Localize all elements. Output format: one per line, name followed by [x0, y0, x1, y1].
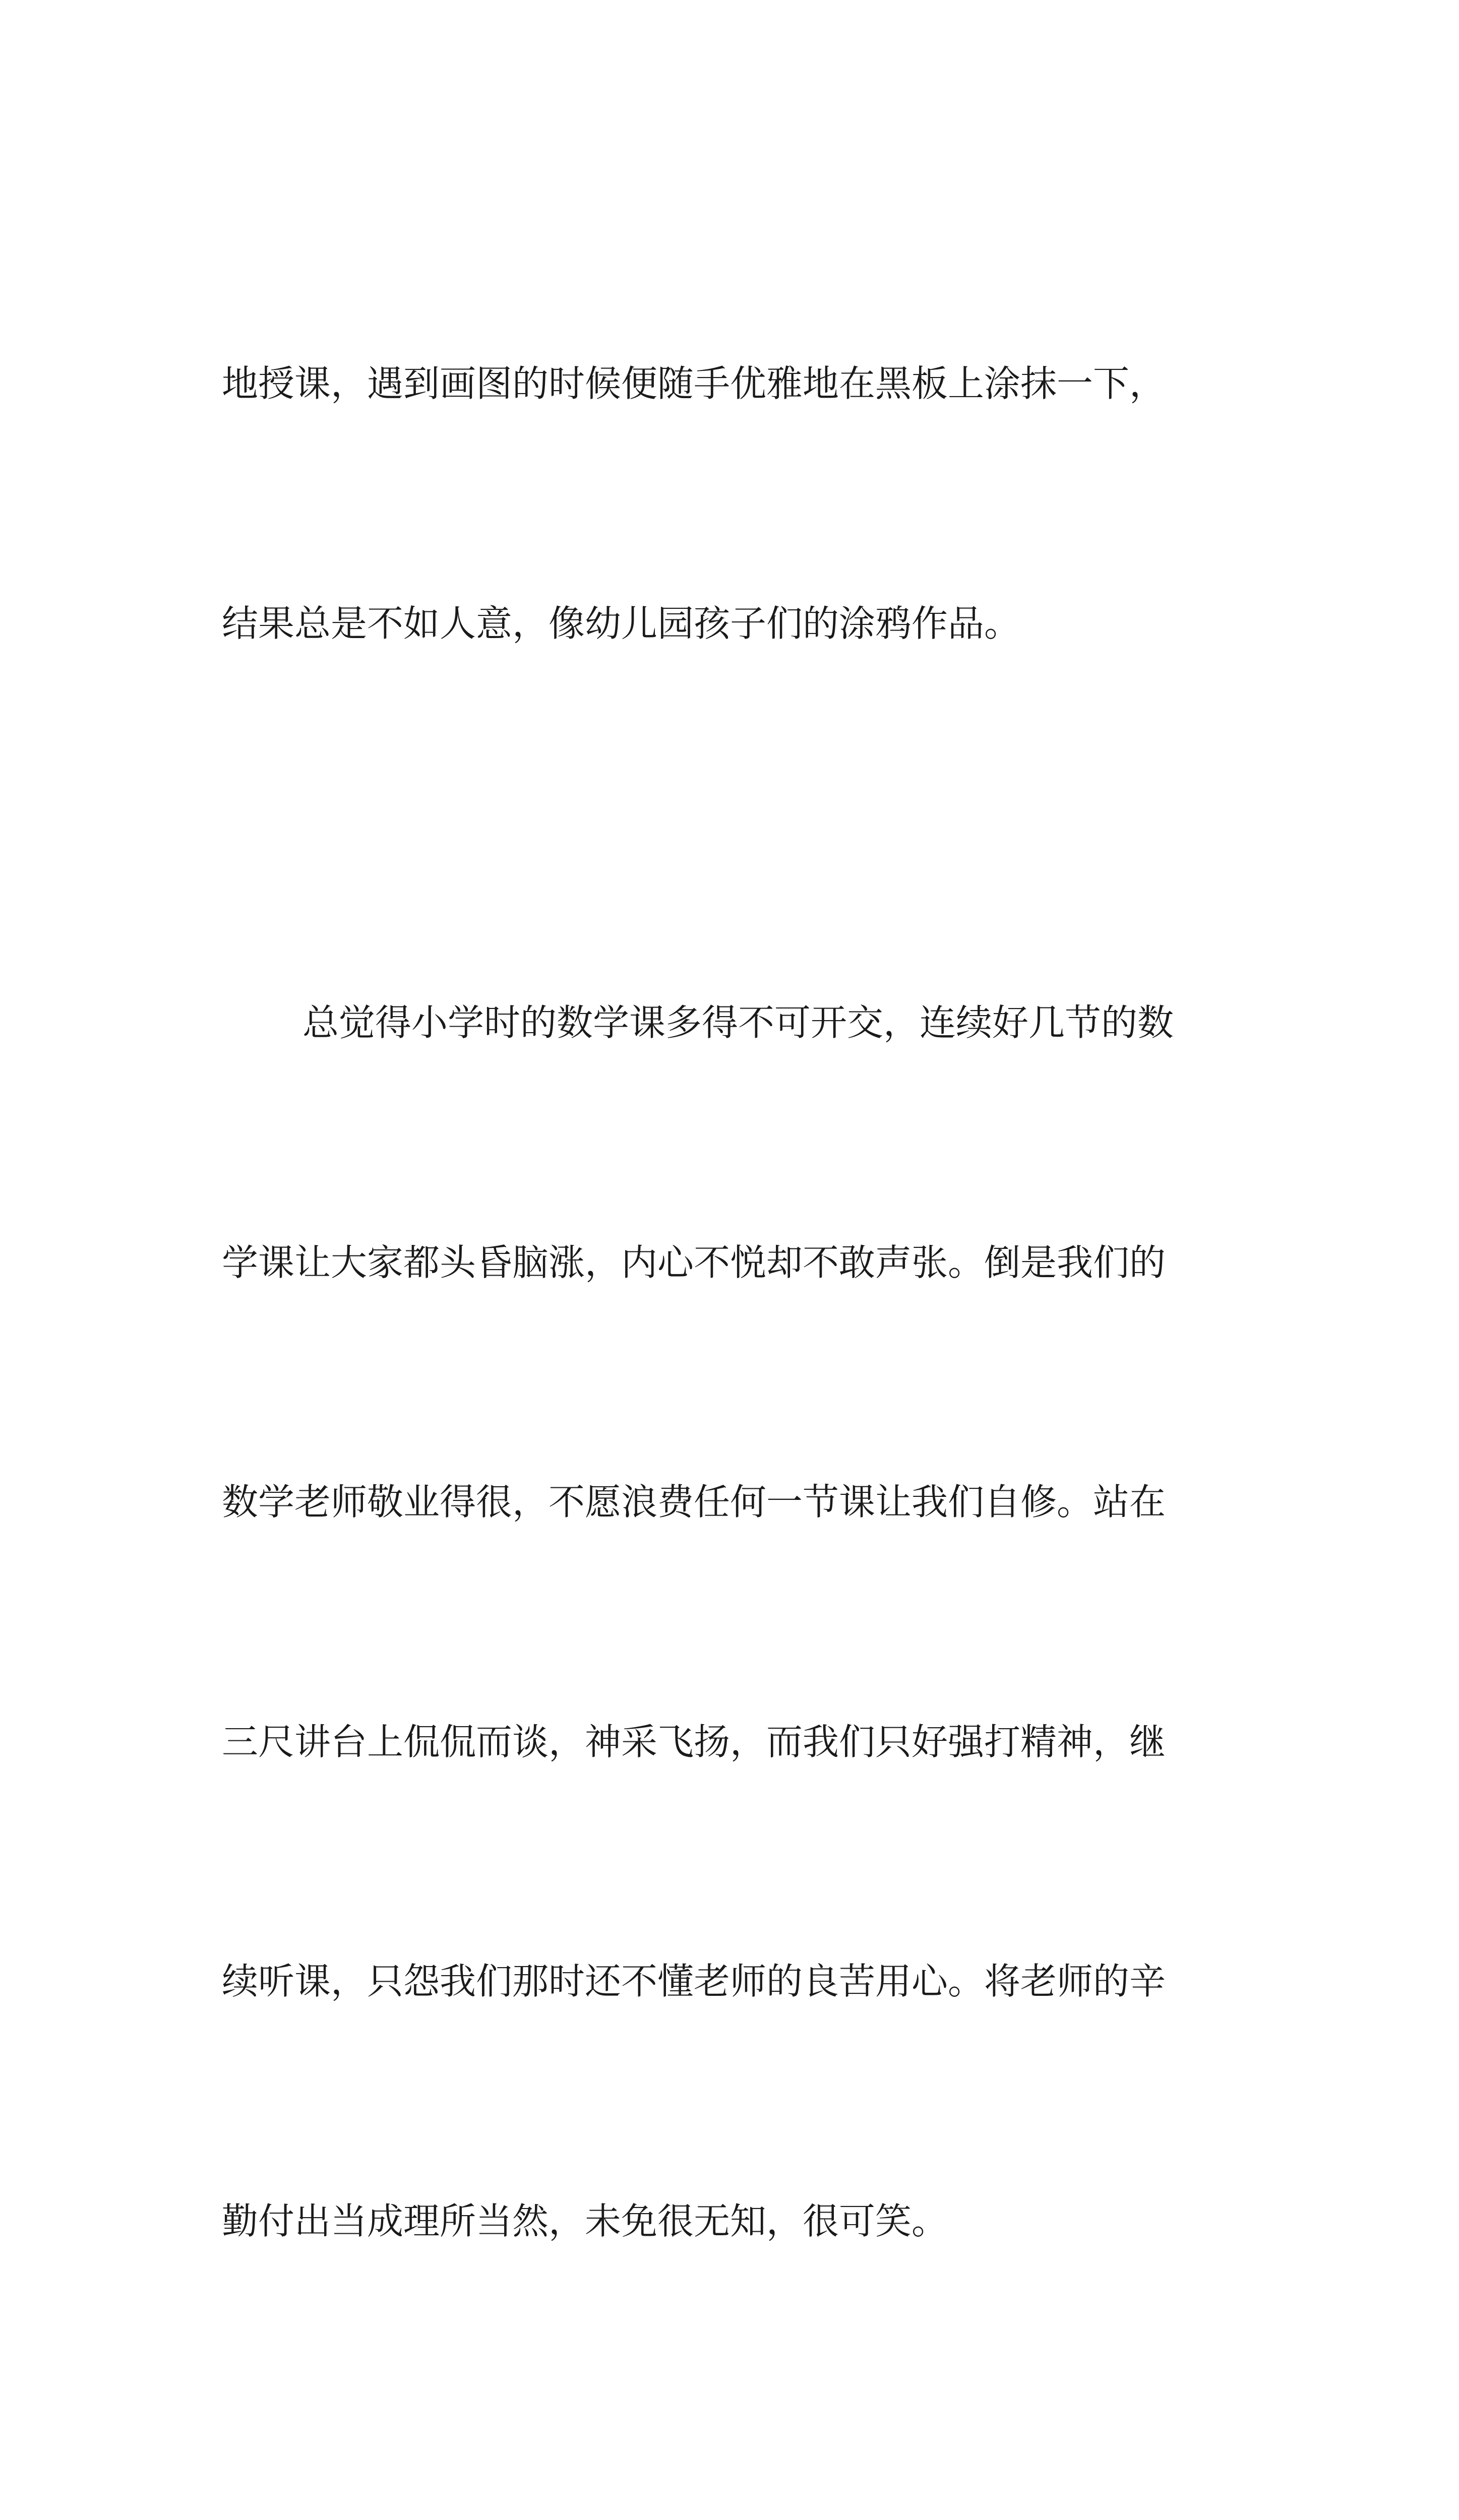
- paragraph: [222, 823, 1245, 2421]
- paragraph: [222, 184, 1245, 823]
- text-line: 续听课，只怨我们那时还不懂老师的良苦用心。将老师的辛: [222, 1960, 1166, 2002]
- text-line: 总觉得小学时的数学课多得不可开交，连续好几节的数: [302, 1001, 1174, 1044]
- text-line: 数学老师敬业得很，不愿浪费任何一节课让我们自修。站在: [222, 1481, 1166, 1523]
- document-body: [222, 184, 1245, 2520]
- paragraph: [222, 2421, 1245, 2520]
- text-line: 结果总是不如人意，像幼儿园孩子们的涂鸦作品。: [222, 602, 1021, 645]
- text-line: 三尺讲台上侃侃而谈，神采飞扬，而我们只好强打精神，继: [222, 1720, 1166, 1763]
- text-line: 勤付出当成理所当然，未免很无知，很可笑。: [222, 2199, 948, 2242]
- text-line: 地授课，遇到画图的时候便随手优雅地在黑板上涂抹一下，: [222, 362, 1166, 405]
- text-line: 学课让大家都头昏脑涨，内心不悦却不敢声张。倒是我们的: [222, 1241, 1166, 1284]
